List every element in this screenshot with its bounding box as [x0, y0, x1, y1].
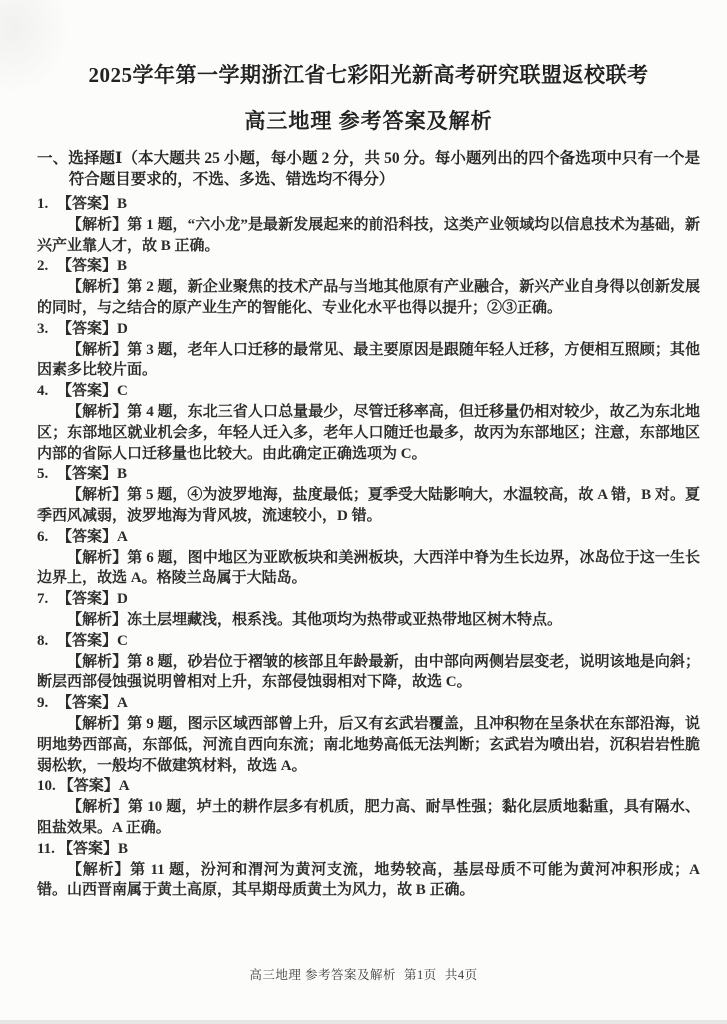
answer-item-11 [37, 839, 700, 901]
item-number: 10. [37, 778, 56, 795]
footer-page-total: 共4页 [444, 968, 478, 982]
explanation-label: 【解析】 [67, 549, 128, 566]
answer-label: 【答案】 [57, 632, 118, 649]
explanation-text: 第 9 题，图示区域西部曾上升，后又有玄武岩覆盖，且冲积物在呈条状在东部沿海，说明地势西部高，东部低，河流自西向东流；南北地势高低无法判断；玄武岩为喷出岩，沉积岩岩性脆弱松软，一般均不做建筑材料，故选 A。 [37, 715, 700, 774]
explanation-text: 第 5 题，④为波罗地海，盐度最低；夏季受大陆影响大，水温较高，故 A 错，B 对。夏季西风减弱，波罗地海为背风坡，流速较小，D 错。 [37, 487, 700, 524]
answer-line [37, 381, 700, 402]
explanation-text: 第 3 题，老年人口迁移的最常见、最主要原因是跟随年轻人迁移，方便相互照顾；其他因素多比较片面。 [37, 341, 700, 379]
exam-title: 2025学年第一学期浙江省七彩阳光新高考研究联盟返校联考 [88, 63, 649, 87]
explanation [37, 797, 700, 839]
answer-line [37, 693, 700, 714]
item-number: 9. [37, 695, 49, 712]
explanation-label: 【解析】 [67, 403, 128, 420]
item-number: 7. [37, 591, 49, 608]
explanation-text: 第 6 题，图中地区为亚欧板块和美洲板块，大西洋中脊为生长边界，冰岛位于这一生长边界上，故选 A。格陵兰岛属于大陆岛。 [37, 549, 700, 587]
answer-line [37, 631, 700, 652]
explanation-label: 【解析】 [67, 279, 128, 296]
answer-value: B [117, 258, 128, 275]
answer-value: B [117, 196, 128, 212]
answer-item-9 [37, 693, 700, 776]
answer-label: 【答案】 [57, 383, 118, 400]
answer-item-2 [37, 256, 700, 318]
explanation-label: 【解析】 [67, 611, 128, 628]
answer-value: D [117, 591, 128, 608]
explanation [37, 860, 700, 902]
answer-label: 【答案】 [58, 778, 119, 795]
answer-line [37, 464, 700, 485]
explanation-label: 【解析】 [67, 799, 129, 816]
answer-value: A [118, 778, 130, 795]
answer-line [37, 194, 700, 215]
explanation [37, 714, 700, 776]
explanation-label: 【解析】 [67, 216, 128, 233]
explanation [37, 652, 700, 694]
answer-value: A [117, 528, 128, 545]
item-number: 5. [37, 466, 49, 483]
answer-value: A [117, 695, 128, 712]
answer-label: 【答案】 [57, 466, 118, 483]
answer-value: C [117, 632, 128, 649]
item-number: 11. [37, 840, 55, 857]
answer-item-4 [37, 381, 700, 464]
explanation [37, 485, 700, 527]
item-number: 1. [37, 196, 49, 212]
answer-value: D [117, 320, 128, 337]
explanation-text: 冻土层埋藏浅，根系浅。其他项均为热带或亚热带地区树木特点。 [127, 611, 563, 628]
answer-item-7 [37, 589, 700, 631]
footer-page-number: 第1页 [404, 968, 437, 982]
explanation-text: 第 2 题，新企业聚焦的技术产品与当地其他原有产业融合，新兴产业自身得以创新发展的同时，与之结合的原产业生产的智能化、专业化水平也得以提升；②③正确。 [37, 279, 700, 316]
explanation-text: 第 10 题，垆土的耕作层多有机质，肥力高、耐旱性强；黏化层质地黏重，具有隔水、阻盐效果。A 正确。 [37, 799, 700, 836]
answer-label: 【答案】 [57, 591, 118, 608]
explanation [37, 402, 700, 464]
answer-value: B [117, 840, 128, 857]
explanation [37, 340, 700, 382]
answer-label: 【答案】 [57, 320, 118, 337]
scan-bottom-edge [0, 1020, 727, 1024]
answer-label: 【答案】 [57, 258, 118, 275]
subject-title: 高三地理 参考答案及解析 [244, 109, 493, 133]
explanation-text: 第 4 题，东北三省人口总量最少，尽管迁移率高，但迁移量仍相对较少，故乙为东北地区；东部地区就业机会多，年轻人迁入多，老年人口随迁也最多，故丙为东部地区；注意，东部地区内部的省际人口迁移量也比较大。由此确定正确选项为 C。 [37, 403, 700, 462]
answer-label: 【答案】 [57, 840, 118, 857]
item-number: 4. [37, 383, 49, 400]
answer-label: 【答案】 [57, 528, 118, 545]
item-number: 3. [37, 320, 49, 337]
item-number: 8. [37, 632, 49, 649]
answer-item-10 [37, 776, 700, 838]
explanation-label: 【解析】 [67, 861, 131, 878]
item-number: 2. [37, 258, 49, 275]
answer-item-3 [37, 319, 700, 381]
item-number: 6. [37, 528, 49, 545]
explanation [37, 548, 700, 590]
page-footer [0, 965, 727, 983]
answer-list [37, 194, 700, 901]
answer-item-5 [37, 464, 700, 526]
answer-value: B [117, 466, 128, 483]
explanation-label: 【解析】 [67, 715, 128, 732]
explanation [37, 610, 700, 631]
answer-label: 【答案】 [57, 695, 118, 712]
explanation [37, 277, 700, 319]
answer-line [37, 527, 700, 548]
explanation-label: 【解析】 [67, 653, 128, 670]
explanation-text: 第 8 题，砂岩位于褶皱的核部且年龄最新，由中部向两侧岩层变老，说明该地是向斜；断层西部侵蚀强说明曾相对上升，东部侵蚀弱相对下降，故选 C。 [37, 653, 700, 691]
answer-line [37, 776, 700, 797]
answer-line [37, 256, 700, 277]
explanation-label: 【解析】 [67, 487, 128, 504]
section-heading: 一、选择题Ⅰ（本大题共 25 小题，每小题 2 分，共 50 分。每小题列出的四个备选项中只有一个是符合题目要求的，不选、多选、错选均不得分） [37, 150, 700, 188]
answer-line [37, 319, 700, 340]
answer-line [37, 839, 700, 860]
answer-item-1 [37, 194, 700, 256]
explanation-text: 第 1 题，“六小龙”是最新发展起来的前沿科技，这类产业领域均以信息技术为基础，新兴产业靠人才，故 B 正确。 [37, 216, 700, 254]
explanation [37, 215, 700, 257]
explanation-text: 第 11 题，汾河和渭河为黄河支流，地势较高，基层母质不可能为黄河冲积形成；A 错。山西晋南属于黄土高原，其早期母质黄土为风力，故 B 正确。 [37, 861, 700, 899]
answer-label: 【答案】 [57, 196, 118, 212]
answer-line [37, 589, 700, 610]
footer-doc-label: 高三地理 参考答案及解析 [249, 968, 397, 982]
document-body [37, 62, 700, 901]
explanation-label: 【解析】 [67, 341, 128, 358]
answer-item-8 [37, 631, 700, 693]
answer-item-6 [37, 527, 700, 589]
answer-value: C [117, 383, 128, 400]
